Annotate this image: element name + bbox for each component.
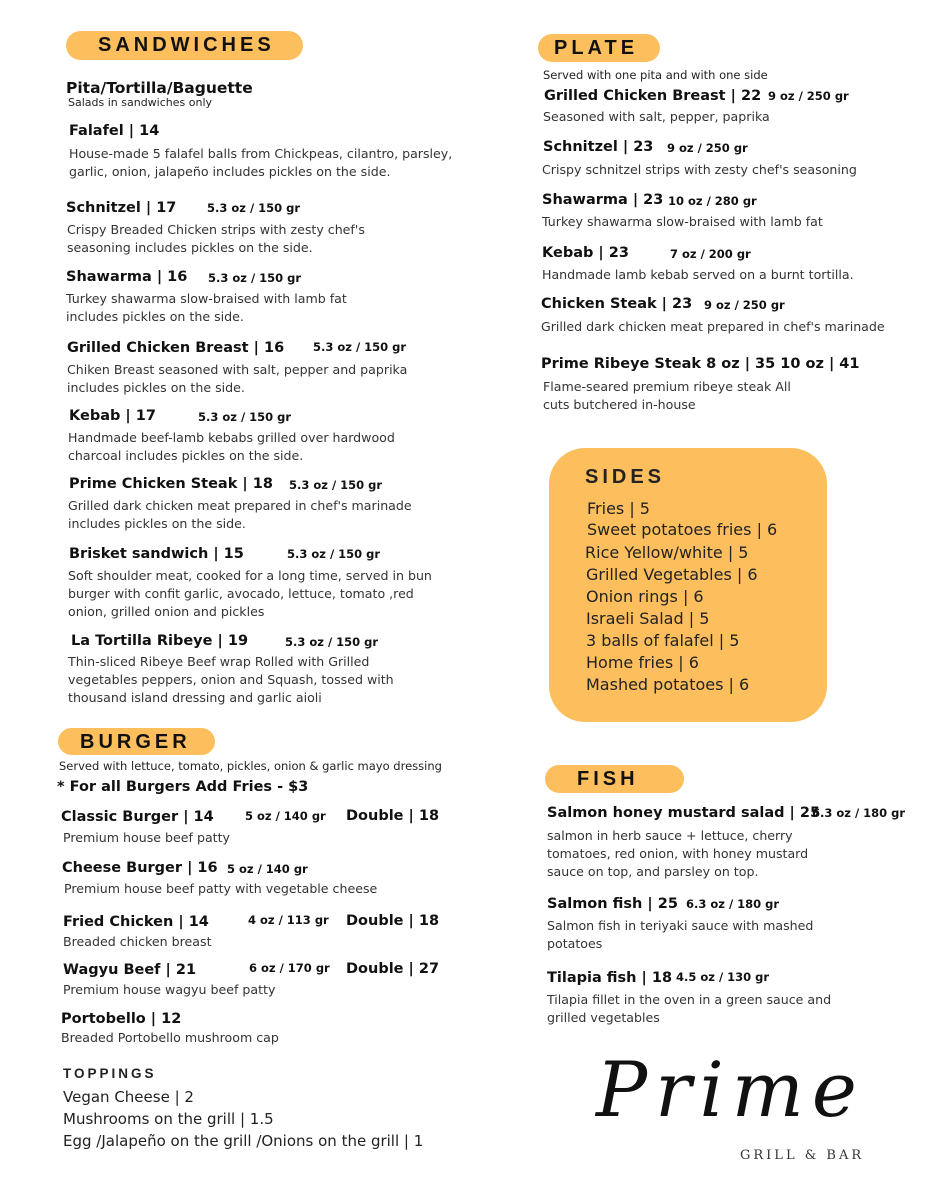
sandwiches-heading: SANDWICHES xyxy=(66,31,303,60)
fish-desc: Salmon fish in teriyaki sauce with mashed potatoes xyxy=(547,918,814,951)
bread-note: Salads in sandwiches only xyxy=(68,96,213,109)
sandwich-desc: Turkey shawarma slow-braised with lamb fat includes pickles on the side. xyxy=(66,291,347,324)
fish-weight: 4.5 oz / 130 gr xyxy=(676,970,770,984)
logo-subtitle: GRILL & BAR xyxy=(740,1148,865,1163)
sandwich-weight: 5.3 oz / 150 gr xyxy=(198,410,292,424)
side-item: Mashed potatoes | 6 xyxy=(586,675,750,694)
sandwich-name: Brisket sandwich | 15 xyxy=(69,546,244,562)
burger-desc: Breaded Portobello mushroom cap xyxy=(61,1030,279,1045)
plate-desc: Crispy schnitzel strips with zesty chef's seasoning xyxy=(542,162,857,177)
burger-fries-addon: * For all Burgers Add Fries - $3 xyxy=(57,779,309,795)
burger-weight: 4 oz / 113 gr xyxy=(248,913,329,927)
burger-weight: 5 oz / 140 gr xyxy=(227,862,308,876)
sandwich-name: Falafel | 14 xyxy=(69,123,160,139)
burger-double-price: Double | 27 xyxy=(346,961,440,977)
plate-name: Grilled Chicken Breast | 22 xyxy=(544,88,762,104)
sandwich-desc: Thin-sliced Ribeye Beef wrap Rolled with Grilled vegetables peppers, onion and Squash, tossed with thousand island dressing and garlic aioli xyxy=(68,654,394,705)
sandwich-name: La Tortilla Ribeye | 19 xyxy=(71,633,249,649)
topping-item: Vegan Cheese | 2 xyxy=(63,1088,194,1106)
fish-heading: FISH xyxy=(545,765,684,793)
sandwich-weight: 5.3 oz / 150 gr xyxy=(208,271,302,285)
plate-weight: 9 oz / 250 gr xyxy=(704,298,785,312)
fish-weight: 6.3 oz / 180 gr xyxy=(686,897,780,911)
sandwich-name: Grilled Chicken Breast | 16 xyxy=(67,340,285,356)
plate-name: Prime Ribeye Steak 8 oz | 35 10 oz | 41 xyxy=(541,356,860,372)
side-item: Fries | 5 xyxy=(587,499,650,518)
side-item: Home fries | 6 xyxy=(586,653,699,672)
sandwich-desc: House-made 5 falafel balls from Chickpeas, cilantro, parsley, garlic, onion, jalapeño includes pickles on the side. xyxy=(69,146,453,179)
sandwich-weight: 5.3 oz / 150 gr xyxy=(285,635,379,649)
plate-name: Shawarma | 23 xyxy=(542,192,664,208)
plate-desc: Seasoned with salt, pepper, paprika xyxy=(543,109,770,124)
prime-logo-script: Prime xyxy=(596,1045,865,1134)
burger-double-price: Double | 18 xyxy=(346,913,440,929)
burger-note: Served with lettuce, tomato, pickles, onion & garlic mayo dressing xyxy=(59,759,442,773)
sandwich-weight: 5.3 oz / 150 gr xyxy=(207,201,301,215)
side-item: Grilled Vegetables | 6 xyxy=(586,565,758,584)
plate-weight: 9 oz / 250 gr xyxy=(667,141,748,155)
sandwich-desc: Soft shoulder meat, cooked for a long time, served in bun burger with confit garlic, avocado, lettuce, tomato ,red onion, grilled onion and pickles xyxy=(68,568,432,619)
burger-double-price: Double | 18 xyxy=(346,808,440,824)
side-item: Israeli Salad | 5 xyxy=(586,609,710,628)
fish-desc: Tilapia fillet in the oven in a green sauce and grilled vegetables xyxy=(547,992,832,1025)
burger-name: Wagyu Beef | 21 xyxy=(63,962,197,978)
sandwich-weight: 5.3 oz / 150 gr xyxy=(287,547,381,561)
burger-desc: Premium house wagyu beef patty xyxy=(63,982,276,997)
plate-weight: 10 oz / 280 gr xyxy=(668,194,757,208)
side-item: Sweet potatoes fries | 6 xyxy=(587,520,778,539)
burger-desc: Breaded chicken breast xyxy=(63,934,212,949)
side-item: 3 balls of falafel | 5 xyxy=(586,631,740,650)
topping-item: Egg /Jalapeño on the grill /Onions on the grill | 1 xyxy=(63,1132,424,1150)
side-item: Rice Yellow/white | 5 xyxy=(585,543,749,562)
sandwich-desc: Grilled dark chicken meat prepared in chef's marinade includes pickles on the side. xyxy=(68,498,412,531)
sandwich-desc: Chiken Breast seasoned with salt, pepper and paprika includes pickles on the side. xyxy=(67,362,408,395)
fish-desc: salmon in herb sauce + lettuce, cherry tomatoes, red onion, with honey mustard sauce on top, and parsley on top. xyxy=(547,828,809,879)
sandwich-name: Kebab | 17 xyxy=(69,408,156,424)
sandwich-weight: 5.3 oz / 150 gr xyxy=(289,478,383,492)
burger-name: Cheese Burger | 16 xyxy=(62,860,218,876)
sandwich-weight: 5.3 oz / 150 gr xyxy=(313,340,407,354)
plate-desc: Turkey shawarma slow-braised with lamb fat xyxy=(542,214,823,229)
burger-desc: Premium house beef patty xyxy=(63,830,230,845)
plate-desc: Handmade lamb kebab served on a burnt tortilla. xyxy=(542,267,854,282)
topping-item: Mushrooms on the grill | 1.5 xyxy=(63,1110,274,1128)
side-item: Onion rings | 6 xyxy=(586,587,704,606)
sandwich-name: Shawarma | 16 xyxy=(66,269,188,285)
plate-name: Chicken Steak | 23 xyxy=(541,296,693,312)
plate-name: Kebab | 23 xyxy=(542,245,629,261)
plate-name: Schnitzel | 23 xyxy=(543,139,654,155)
burger-name: Fried Chicken | 14 xyxy=(63,914,209,930)
plate-heading: PLATE xyxy=(538,34,660,62)
plate-desc: Flame-seared premium ribeye steak All cuts butchered in-house xyxy=(543,379,791,412)
plate-weight: 9 oz / 250 gr xyxy=(768,89,849,103)
plate-desc: Grilled dark chicken meat prepared in chef's marinade xyxy=(541,319,885,334)
sandwich-name: Prime Chicken Steak | 18 xyxy=(69,476,273,492)
bread-options: Pita/Tortilla/Baguette xyxy=(66,79,253,97)
burger-weight: 5 oz / 140 gr xyxy=(245,809,326,823)
sandwich-desc: Crispy Breaded Chicken strips with zesty chef's seasoning includes pickles on the side. xyxy=(67,222,365,255)
plate-note: Served with one pita and with one side xyxy=(543,68,768,82)
burger-desc: Premium house beef patty with vegetable cheese xyxy=(64,881,378,896)
fish-name: Salmon fish | 25 xyxy=(547,896,678,912)
fish-name: Tilapia fish | 18 xyxy=(547,970,673,986)
burger-name: Classic Burger | 14 xyxy=(61,809,214,825)
fish-weight: 6.3 oz / 180 gr xyxy=(812,806,906,820)
sides-heading: SIDES xyxy=(585,466,666,488)
sandwich-desc: Handmade beef-lamb kebabs grilled over hardwood charcoal includes pickles on the side. xyxy=(68,430,395,463)
toppings-heading: TOPPINGS xyxy=(63,1066,157,1081)
burger-name: Portobello | 12 xyxy=(61,1011,182,1027)
fish-name: Salmon honey mustard salad | 25 xyxy=(547,805,821,821)
burger-heading: BURGER xyxy=(58,728,215,755)
plate-weight: 7 oz / 200 gr xyxy=(670,247,751,261)
burger-weight: 6 oz / 170 gr xyxy=(249,961,330,975)
sandwich-name: Schnitzel | 17 xyxy=(66,200,177,216)
